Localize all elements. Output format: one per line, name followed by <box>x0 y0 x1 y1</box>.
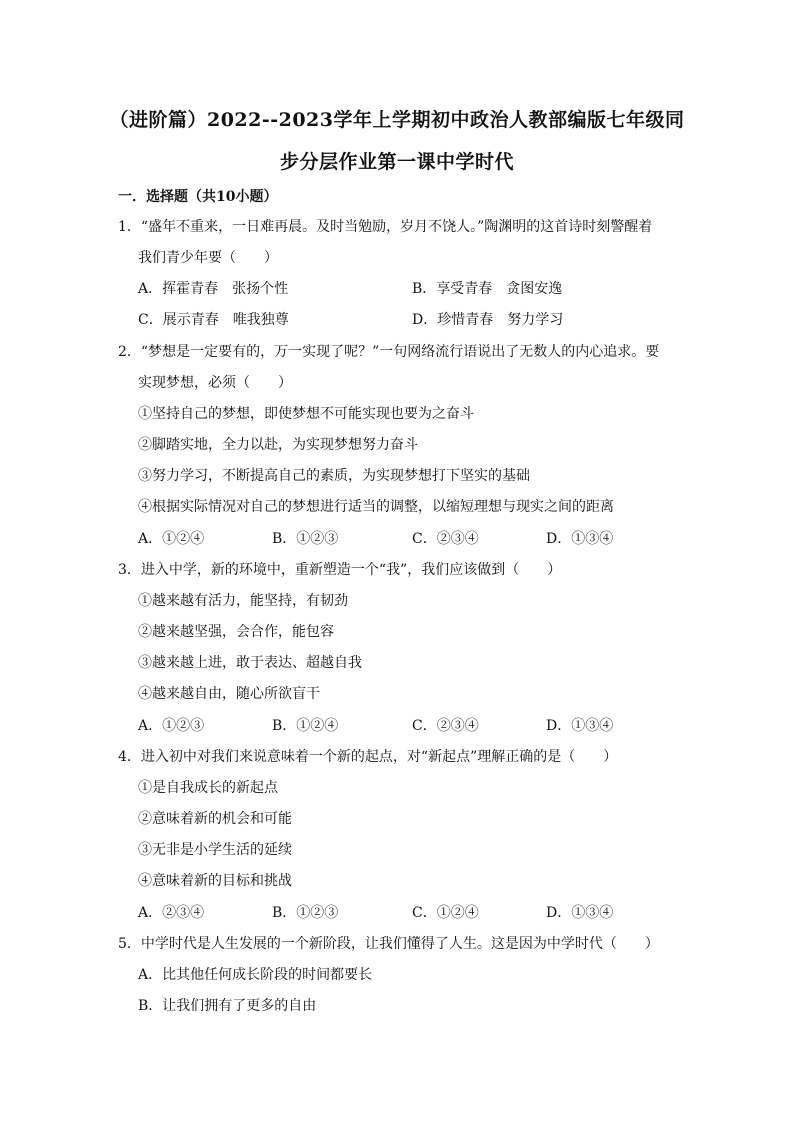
option-c: C．②③④ <box>412 718 479 734</box>
question-stem: 2．“梦想是一定要有的，万一实现了呢？”一句网络流行语说出了无数人的内心追求。要 <box>118 344 660 360</box>
option-a: A．比其他任何成长阶段的时间都要长 <box>138 967 373 983</box>
statement-item: ③努力学习，不断提高自己的素质，为实现梦想打下坚实的基础 <box>138 468 530 484</box>
option-a: A．挥霍青春 张扬个性 <box>138 281 289 297</box>
option-b: B．①②④ <box>272 718 339 734</box>
option-d: D．①③④ <box>546 718 614 734</box>
option-b: B．享受青春 贪图安逸 <box>412 281 563 297</box>
question-stem: 1．“盛年不重来，一日难再晨。及时当勉励，岁月不饶人。”陶渊明的这首诗时刻警醒着 <box>118 219 653 235</box>
option-c: C．①②④ <box>412 905 479 921</box>
section-heading: 一．选择题（共10小题） <box>118 189 278 205</box>
question-stem: 4．进入初中对我们来说意味着一个新的起点，对“新起点”理解正确的是（ ） <box>118 749 618 765</box>
question-stem: 实现梦想，必须（ ） <box>138 375 292 391</box>
statement-item: ①越来越有活力，能坚持，有韧劲 <box>138 593 348 609</box>
question-stem: 5．中学时代是人生发展的一个新阶段，让我们懂得了人生。这是因为中学时代（ ） <box>118 936 659 952</box>
option-a: A．①②④ <box>138 531 205 547</box>
statement-item: ①坚持自己的梦想，即使梦想不可能实现也要为之奋斗 <box>138 406 474 422</box>
statement-item: ③无非是小学生活的延续 <box>138 842 292 858</box>
option-b: B．让我们拥有了更多的自由 <box>138 998 317 1014</box>
option-a: A．①②③ <box>138 718 205 734</box>
statement-item: ④意味着新的目标和挑战 <box>138 873 292 889</box>
option-a: A．②③④ <box>138 905 205 921</box>
option-c: C．展示青春 唯我独尊 <box>138 312 289 328</box>
statement-item: ④越来越自由，随心所欲盲干 <box>138 686 320 702</box>
page-title-line1: （进阶篇）2022--2023学年上学期初中政治人教部编版七年级同 <box>109 109 685 131</box>
question-stem: 3．进入中学，新的环境中，重新塑造一个“我”，我们应该做到（ ） <box>118 562 562 578</box>
statement-item: ②越来越坚强，会合作，能包容 <box>138 624 334 640</box>
statement-item: ③越来越上进，敢于表达、超越自我 <box>138 655 362 671</box>
option-d: D．①③④ <box>546 531 614 547</box>
option-c: C．②③④ <box>412 531 479 547</box>
statement-item: ①是自我成长的新起点 <box>138 780 278 796</box>
option-b: B．①②③ <box>272 531 339 547</box>
option-b: B．①②③ <box>272 905 339 921</box>
statement-item: ②意味着新的机会和可能 <box>138 811 292 827</box>
statement-item: ②脚踏实地，全力以赴，为实现梦想努力奋斗 <box>138 437 418 453</box>
statement-item: ④根据实际情况对自己的梦想进行适当的调整，以缩短理想与现实之间的距离 <box>138 499 614 515</box>
question-stem: 我们青少年要（ ） <box>138 250 278 266</box>
option-d: D．珍惜青春 努力学习 <box>412 312 564 328</box>
option-d: D．①③④ <box>546 905 614 921</box>
page-title-line2: 步分层作业第一课中学时代 <box>279 151 514 173</box>
